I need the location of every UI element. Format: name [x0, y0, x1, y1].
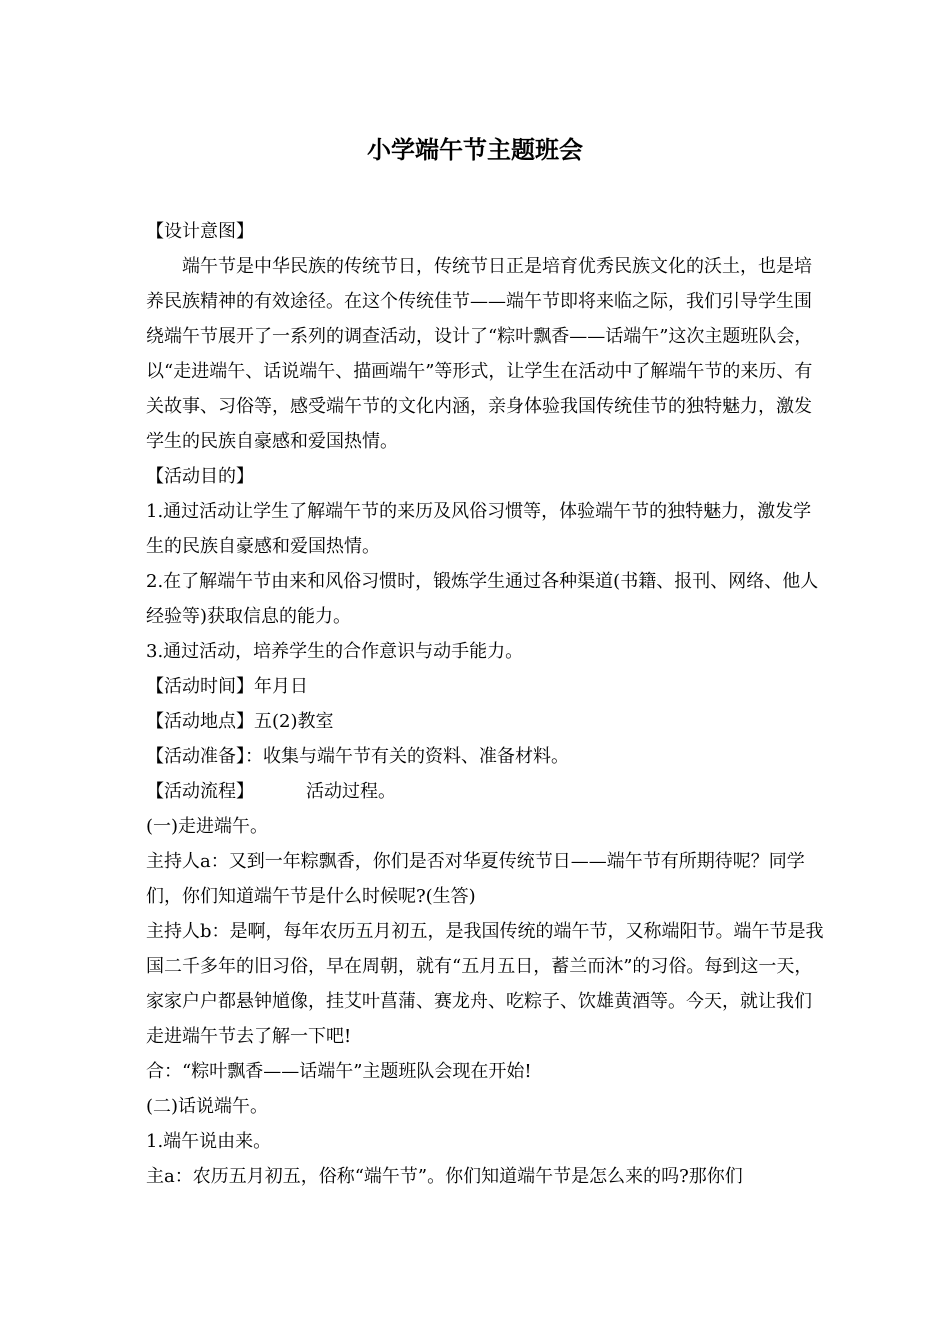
host-a-line-2: 主a：农历五月初五，俗称“端午节”。你们知道端午节是怎么来的吗?那你们 — [146, 1166, 743, 1187]
goal-item-1: 1.通过活动让学生了解端午节的来历及风俗习惯等，体验端午节的独特魅力，激发学生的民族自豪感和爱国热情。 — [146, 501, 812, 557]
host-b-line-1: 主持人b：是啊，每年农历五月初五，是我国传统的端午节，又称端阳节。端午节是我国二千多年的旧习俗，早在周朝，就有“五月五日，蓄兰而沐”的习俗。每到这一天，家家户户都悬钟馗像，挂艾叶菖蒲、赛龙舟、吃粽子、饮雄黄酒等。今天，就让我们走进端午节去了解一下吧! — [146, 921, 824, 1047]
activity-place — [146, 704, 826, 739]
page-title: 小学端午节主题班会 — [367, 135, 583, 164]
place-value: 五(2)教室 — [254, 711, 334, 732]
activity-preparation — [146, 739, 826, 774]
place-label: 【活动地点】 — [146, 711, 254, 732]
subsection-1-heading: 1.端午说由来。 — [146, 1131, 272, 1152]
time-value: 年月日 — [254, 676, 308, 697]
prep-label: 【活动准备】 — [146, 746, 245, 767]
goal-item-3: 3.通过活动，培养学生的合作意识与动手能力。 — [146, 641, 524, 662]
time-label: 【活动时间】 — [146, 676, 254, 697]
goal-heading: 【活动目的】 — [146, 466, 254, 487]
flow-label: 【活动流程】 — [146, 781, 254, 802]
part-1-heading: (一)走进端午。 — [146, 816, 269, 837]
activity-time — [146, 669, 826, 704]
intent-paragraph: 端午节是中华民族的传统节日，传统节日正是培育优秀民族文化的沃土，也是培养民族精神的有效途径。在这个传统佳节——端午节即将来临之际，我们引导学生围绕端午节展开了一系列的调查活动，设计了“粽叶飘香——话端午”这次主题班队会，以“走进端午、话说端午、描画端午”等形式，让学生在活动中了解端午节的来历、有关故事、习俗等，感受端午节的文化内涵，亲身体验我国传统佳节的独特魅力，激发学生的民族自豪感和爱国热情。 — [146, 256, 813, 452]
document-body — [146, 214, 826, 1194]
prep-value: ：收集与端午节有关的资料、准备材料。 — [245, 746, 569, 767]
host-a-line-1: 主持人a：又到一年粽飘香，你们是否对华夏传统节日——端午节有所期待呢？同学们，你们知道端午节是什么时候呢?(生答) — [146, 851, 805, 907]
together-line: 合：“粽叶飘香——话端午”主题班队会现在开始! — [146, 1061, 532, 1082]
activity-flow — [146, 774, 826, 809]
part-2-heading: (二)话说端午。 — [146, 1096, 269, 1117]
intent-heading: 【设计意图】 — [146, 221, 254, 242]
flow-value: 活动过程。 — [306, 781, 396, 802]
goal-item-2: 2.在了解端午节由来和风俗习惯时，锻炼学生通过各种渠道(书籍、报刊、网络、他人经验等)获取信息的能力。 — [146, 571, 819, 627]
